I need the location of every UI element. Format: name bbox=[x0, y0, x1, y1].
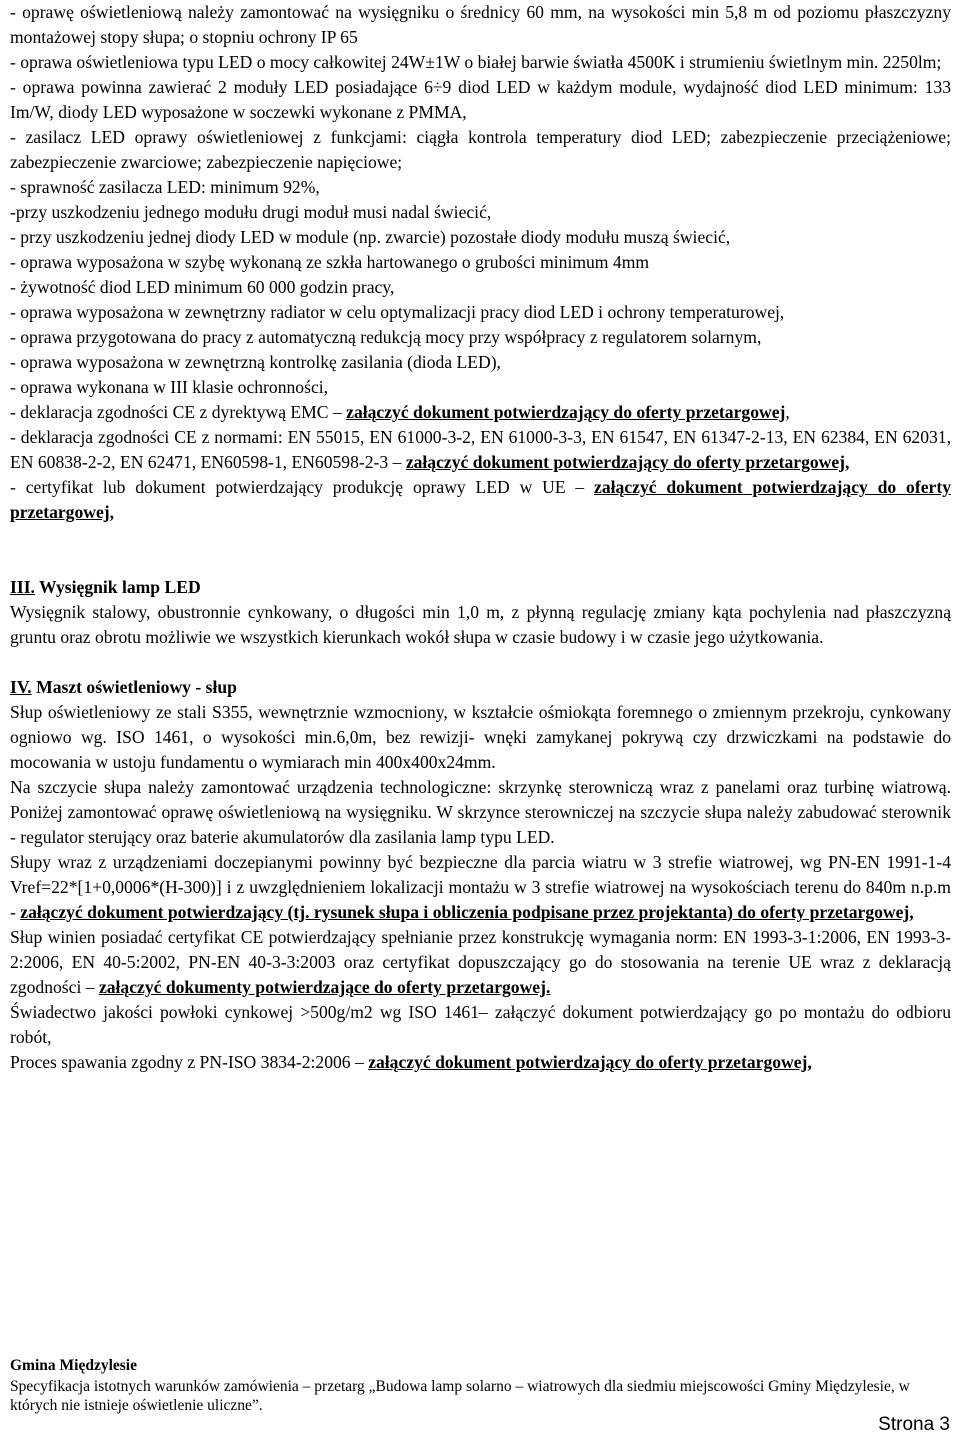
spec-line: - oprawa wyposażona w szybę wykonaną ze szkła hartowanego o grubości minimum 4mm bbox=[10, 252, 650, 272]
spec-text: - deklaracja zgodności CE z dyrektywą EMC – bbox=[10, 402, 347, 422]
spec-text: - certyfikat lub dokument potwierdzający produkcję oprawy LED w UE – bbox=[10, 477, 595, 497]
spec-line: - oprawę oświetleniową należy zamontować na wysięgniku o średnicy 60 mm, na wysokości min 5,8 m od poziomu płaszczyzny montażowej stopy słupa; o stopniu ochrony IP 65 bbox=[10, 2, 951, 47]
document-body bbox=[10, 0, 951, 1075]
section-paragraph: Świadectwo jakości powłoki cynkowej >500g/m2 wg ISO 1461– załączyć dokument potwierdzający go po montażu do odbioru robót, bbox=[10, 1002, 951, 1047]
attach-document-note: załączyć dokumenty potwierdzające do oferty przetargowej. bbox=[98, 977, 551, 997]
footer-description: Specyfikacja istotnych warunków zamówienia – przetarg „Budowa lamp solarno – wiatrowych dla siedmiu miejscowości Gminy Międzylesie, w których nie istnieje oświetlenie uliczne”. bbox=[10, 1378, 910, 1414]
section-paragraph bbox=[10, 1050, 951, 1075]
spec-line-ce-norms bbox=[10, 425, 951, 475]
section-paragraph bbox=[10, 850, 951, 925]
page-footer bbox=[10, 1355, 950, 1415]
spec-line: - oprawa przygotowana do pracy z automatyczną redukcją mocy przy współpracy z regulatorem solarnym, bbox=[10, 327, 762, 347]
section-number: IV. bbox=[10, 677, 32, 697]
section-paragraph: Wysięgnik stalowy, obustronnie cynkowany, o długości min 1,0 m, z płynną regulację zmiany kąta pochylenia nad płaszczyzną gruntu oraz obrotu możliwie we wszystkich kierunkach wokół słupa w czasie budowy i w czasie jego użytkowania. bbox=[10, 602, 951, 647]
attach-document-note: załączyć dokument potwierdzający do oferty przetargowej, bbox=[10, 477, 951, 522]
page-number: Strona 3 bbox=[878, 1414, 950, 1435]
section-number: III. bbox=[10, 577, 35, 597]
section-heading-4 bbox=[10, 675, 951, 700]
attach-document-note: załączyć dokument potwierdzający do oferty przetargowej, bbox=[405, 452, 850, 472]
spec-line-certificate bbox=[10, 475, 951, 525]
spec-text: , bbox=[785, 402, 790, 422]
section-paragraph bbox=[10, 925, 951, 1000]
spec-line: - oprawa wyposażona w zewnętrzną kontrolkę zasilania (dioda LED), bbox=[10, 352, 501, 372]
spec-line: - oprawa oświetleniowa typu LED o mocy całkowitej 24W±1W o białej barwie światła 4500K i strumieniu świetlnym min. 2250lm; bbox=[10, 52, 942, 72]
spec-text: Proces spawania zgodny z PN-ISO 3834-2:2006 – bbox=[10, 1052, 369, 1072]
spec-line: - żywotność diod LED minimum 60 000 godzin pracy, bbox=[10, 277, 395, 297]
spec-line: - zasilacz LED oprawy oświetleniowej z funkcjami: ciągła kontrola temperatury diod LED; zabezpieczenie przeciążeniowe; zabezpieczenie zwarciowe; zabezpieczenie napięciowe; bbox=[10, 127, 951, 172]
spec-line: - oprawa powinna zawierać 2 moduły LED posiadające 6÷9 diod LED w każdym module, wydajność diod LED minimum: 133 Im/W, diody LED wyposażone w soczewki wykonane z PMMA, bbox=[10, 77, 951, 122]
section-heading-3 bbox=[10, 575, 951, 600]
spec-line: - oprawa wyposażona w zewnętrzny radiator w celu optymalizacji pracy diod LED i ochrony temperaturowej, bbox=[10, 302, 785, 322]
attach-document-note: załączyć dokument potwierdzający do oferty przetargowej, bbox=[368, 1052, 812, 1072]
section-title: Maszt oświetleniowy - słup bbox=[31, 677, 237, 697]
spec-line-ce-emc bbox=[10, 400, 951, 425]
section-title: Wysięgnik lamp LED bbox=[34, 577, 201, 597]
spec-text: Słupy wraz z urządzeniami doczepianymi powinny być bezpieczne dla parcia wiatru w 3 strefie wiatrowej, wg PN-EN 1991-1-4 Vref=22*[1+0,0006*(H-300)] i z uwzględnieniem lokalizacji montażu w 3 strefie wiatrowej na wysokościach terenu do 840m n.p.m - bbox=[10, 852, 951, 922]
spec-text: Słup winien posiadać certyfikat CE potwierdzający spełnianie przez konstrukcję wymagania norm: EN 1993-3-1:2006, EN 1993-3-2:2006, EN 40-5:2002, PN-EN 40-3-3:2003 oraz certyfikat dopuszczający go do stosowania na terenie UE wraz z deklaracją zgodności – bbox=[10, 927, 951, 997]
spec-line: - oprawa wykonana w III klasie ochronności, bbox=[10, 377, 329, 397]
attach-document-note: załączyć dokument potwierdzający (tj. rysunek słupa i obliczenia podpisane przez projektanta) do oferty przetargowej, bbox=[20, 902, 914, 922]
footer-organization: Gmina Międzylesie bbox=[10, 1357, 137, 1374]
section-paragraph: Na szczycie słupa należy zamontować urządzenia technologiczne: skrzynkę sterowniczą wraz z panelami oraz turbinę wiatrową. Poniżej zamontować oprawę oświetleniową na wysięgniku. W skrzynce sterowniczej na szczycie słupa należy zabudować sterownik - regulator sterujący oraz baterie akumulatorów dla zasilania lamp typu LED. bbox=[10, 777, 951, 847]
section-paragraph: Słup oświetleniowy ze stali S355, wewnętrznie wzmocniony, w kształcie ośmiokąta foremnego o zmiennym przekroju, cynkowany ogniowo wg. ISO 1461, o wysokości min.6,0m, bez rewizji- wnęki zamykanej pokrywą czy drzwiczkami na podstawie do mocowania w ustoju fundamentu o wymiarach min 400x400x24mm. bbox=[10, 702, 951, 772]
spec-line: - przy uszkodzeniu jednej diody LED w module (np. zwarcie) pozostałe diody modułu muszą świecić, bbox=[10, 227, 731, 247]
attach-document-note: załączyć dokument potwierdzający do oferty przetargowej bbox=[346, 402, 786, 422]
spec-text: - deklaracja zgodności CE z normami: EN 55015, EN 61000-3-2, EN 61000-3-3, EN 61547, EN 61347-2-13, EN 62384, EN 62031, EN 60838-2-2, EN 62471, EN60598-1, EN60598-2-3 – bbox=[10, 427, 951, 472]
spec-line: -przy uszkodzeniu jednego modułu drugi moduł musi nadal świecić, bbox=[10, 202, 492, 222]
spec-line: - sprawność zasilacza LED: minimum 92%, bbox=[10, 177, 320, 197]
